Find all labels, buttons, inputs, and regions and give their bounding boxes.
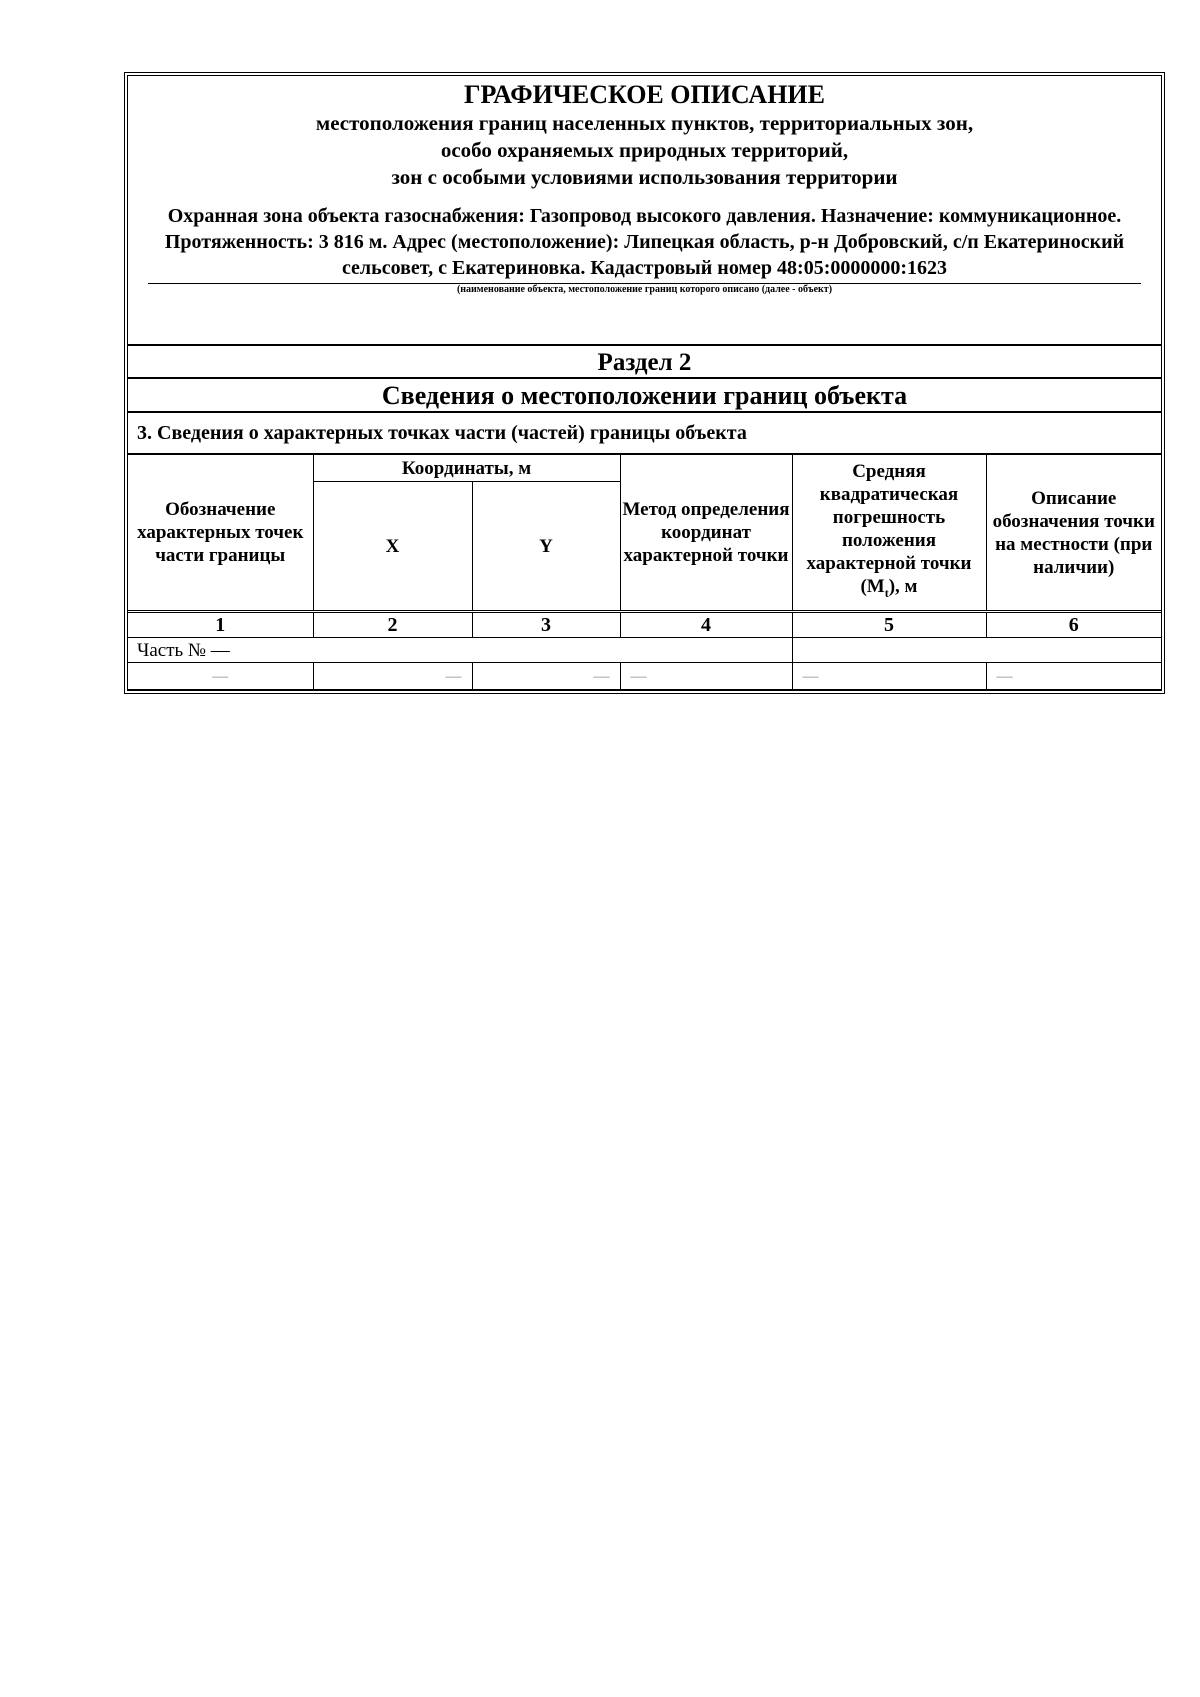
column-number: 3 <box>472 612 620 638</box>
document-title: ГРАФИЧЕСКОЕ ОПИСАНИЕ <box>464 80 825 109</box>
document-frame-inner <box>127 75 1162 691</box>
subsection-title: 3. Сведения о характерных точках части (частей) границы объекта <box>128 413 1161 455</box>
cell-x: — <box>313 663 472 690</box>
object-description: Охранная зона объекта газоснабжения: Газопровод высокого давления. Назначение: коммуникационное. Протяженность: 3 816 м. Адрес (местоположение): Липецкая область, р-н Добровский, с/п Екатериноский сельсовет, с Екатериновка. Кадастровый номер 48:05:0000000:1623 <box>164 205 1125 279</box>
cell-description: — <box>986 663 1161 690</box>
subtitle-line-1: местоположения границ населенных пунктов, территориальных зон, <box>315 111 974 135</box>
column-number: 1 <box>128 612 313 638</box>
object-caption: (наименование объекта, местоположение границ которого описано (далее - объект) <box>456 284 833 295</box>
header-error-prefix: Средняя квадратическая погрешность положения характерной точки (M <box>806 461 972 598</box>
document-header <box>128 76 1161 346</box>
table-row <box>128 663 1161 690</box>
column-number-row <box>128 612 1161 638</box>
column-number: 6 <box>986 612 1161 638</box>
header-error-subscript: t <box>884 585 889 600</box>
column-number: 4 <box>620 612 792 638</box>
cell-point: — <box>128 663 313 690</box>
column-number: 2 <box>313 612 472 638</box>
cell-method: — <box>620 663 792 690</box>
points-table <box>128 455 1161 690</box>
header-point-designation: Обозначение характерных точек части границы <box>128 455 313 612</box>
header-x: X <box>313 482 472 612</box>
cell-y: — <box>472 663 620 690</box>
section-number: Раздел 2 <box>128 346 1161 379</box>
document-frame <box>124 72 1165 694</box>
part-label: Часть № — <box>128 638 792 663</box>
part-row <box>128 638 1161 663</box>
subtitle-line-2: особо охраняемых природных территорий, <box>440 138 849 162</box>
column-number: 5 <box>792 612 986 638</box>
header-error-suffix: ), м <box>888 576 918 598</box>
part-row-empty <box>792 638 1161 663</box>
header-coordinates: Координаты, м <box>313 455 620 482</box>
header-description: Описание обозначения точки на местности (при наличии) <box>986 455 1161 612</box>
header-error <box>792 455 986 612</box>
cell-error: — <box>792 663 986 690</box>
header-method: Метод определения координат характерной точки <box>620 455 792 612</box>
section-title: Сведения о местоположении границ объекта <box>128 379 1161 413</box>
subtitle-line-3: зон с особыми условиями использования территории <box>391 165 898 189</box>
header-y: Y <box>472 482 620 612</box>
